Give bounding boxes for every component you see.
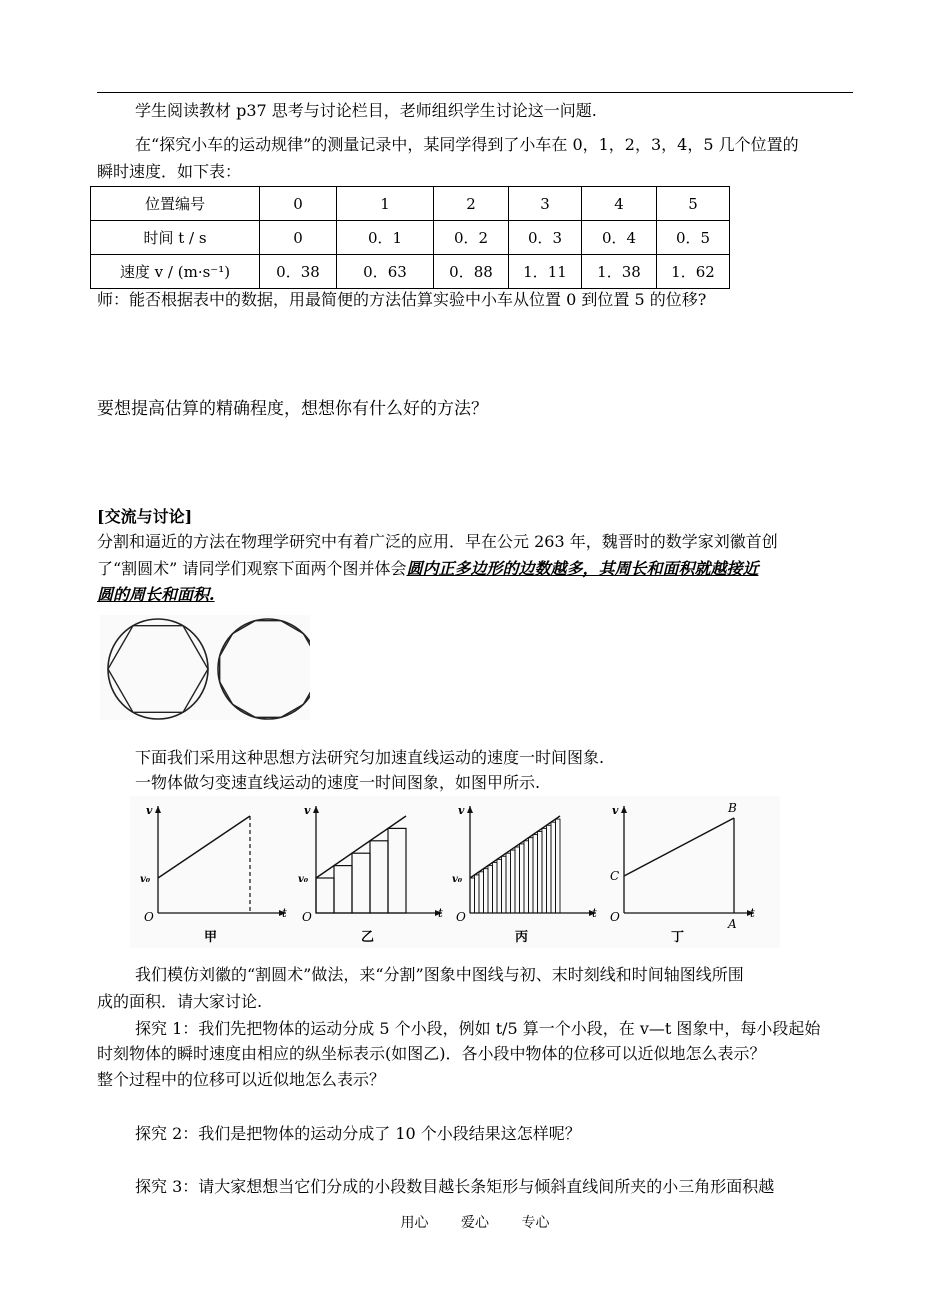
point-b-label: B xyxy=(728,801,737,815)
v0-label: v₀ xyxy=(140,874,151,885)
table-cell: 0 xyxy=(260,221,337,255)
table-cell: 位置编号 xyxy=(91,187,260,221)
probe-2: 探究 2：我们是把物体的运动分成了 10 个小段结果这怎样呢？ xyxy=(135,1124,581,1143)
table-cell: 0．88 xyxy=(434,255,509,289)
intro-line-1: 学生阅读教材 p37 思考与讨论栏目，老师组织学生讨论这一问题. xyxy=(135,101,597,120)
table-cell: 0．63 xyxy=(337,255,434,289)
question-2: 要想提高估算的精确程度，想想你有什么好的方法？ xyxy=(97,399,488,419)
point-c-label: C xyxy=(610,869,620,883)
vt-graphs-figure xyxy=(130,796,780,948)
v0-label: v₀ xyxy=(298,874,309,885)
method-line-1: 下面我们采用这种思想方法研究匀加速直线运动的速度一时间图象. xyxy=(135,748,605,767)
table-cell: 0．2 xyxy=(434,221,509,255)
probe-1-line-1: 探究 1：我们先把物体的运动分成 5 个小段，例如 t/5 算一个小段，在 v—t 图象中，每小段起始 xyxy=(135,1019,821,1038)
t-axis-label: t xyxy=(438,906,443,920)
table-cell: 1．62 xyxy=(657,255,730,289)
discussion-line-3: 圆的周长和面积. xyxy=(97,585,215,604)
discussion-line-2 xyxy=(97,557,857,581)
table-cell: 速度 v / (m·s⁻¹) xyxy=(91,255,260,289)
analysis-line-2: 成的面积．请大家讨论. xyxy=(97,992,263,1011)
probe-1-line-3: 整个过程中的位移可以近似地怎么表示？ xyxy=(97,1070,386,1089)
method-line-2: 一物体做匀变速直线运动的速度一时间图象，如图甲所示. xyxy=(135,773,541,792)
table-cell: 0 xyxy=(260,187,337,221)
circle-polygon-figure xyxy=(100,615,310,720)
discussion-heading: [交流与讨论] xyxy=(97,507,193,526)
table-cell: 1 xyxy=(337,187,434,221)
point-a-label: A xyxy=(728,917,737,931)
table-cell: 2 xyxy=(434,187,509,221)
figure-background xyxy=(100,615,310,720)
t-axis-label: t xyxy=(592,906,597,920)
table-cell: 4 xyxy=(582,187,657,221)
v0-label: v₀ xyxy=(452,874,463,885)
origin-label: O xyxy=(610,910,620,924)
table-cell: 3 xyxy=(509,187,582,221)
origin-label: O xyxy=(302,910,312,924)
header-rule xyxy=(97,92,853,93)
probe-1-line-2: 时刻物体的瞬时速度由相应的纵坐标表示(如图乙)．各小段中物体的位移可以近似地怎么表示？ xyxy=(97,1044,766,1063)
origin-label: O xyxy=(144,910,154,924)
table-cell: 1．11 xyxy=(509,255,582,289)
intro-line-3: 瞬时速度．如下表： xyxy=(97,162,242,181)
table-row xyxy=(91,255,730,289)
footer-word: 用心 xyxy=(400,1215,429,1231)
probe-3: 探究 3：请大家想想当它们分成的小段数目越长条矩形与倾斜直线间所夹的小三角形面积越 xyxy=(135,1177,775,1196)
table-cell: 0．4 xyxy=(582,221,657,255)
graph-caption: 丙 xyxy=(515,930,529,945)
table-cell: 5 xyxy=(657,187,730,221)
figure-background xyxy=(130,796,780,948)
table-cell: 0．1 xyxy=(337,221,434,255)
v-axis-label: v xyxy=(458,804,465,817)
footer-word: 爱心 xyxy=(461,1215,489,1231)
page-footer xyxy=(0,1212,950,1232)
analysis-line-1: 我们模仿刘徽的“割圆术”做法，来“分割”图象中图线与初、末时刻线和时间轴图线所围 xyxy=(135,965,744,984)
intro-line-2: 在“探究小车的运动规律”的测量记录中，某同学得到了小车在 0，1，2，3，4，5 几个位置的 xyxy=(135,135,799,154)
table-cell: 0．38 xyxy=(260,255,337,289)
graph-caption: 甲 xyxy=(204,930,218,945)
velocity-table xyxy=(90,186,730,289)
v-axis-label: v xyxy=(304,804,311,817)
t-axis-label: t xyxy=(750,906,755,920)
table-row xyxy=(91,187,730,221)
table-row xyxy=(91,221,730,255)
discussion-line-2-text: 了“割圆术” 请同学们观察下面两个图并体会 xyxy=(97,559,407,578)
table-cell: 1．38 xyxy=(582,255,657,289)
footer-word: 专心 xyxy=(521,1215,550,1231)
discussion-emphasis: 圆内正多边形的边数越多，其周长和面积就越接近 xyxy=(406,559,759,578)
table-cell: 0．3 xyxy=(509,221,582,255)
graph-caption: 乙 xyxy=(361,930,375,945)
origin-label: O xyxy=(456,910,466,924)
graph-caption: 丁 xyxy=(671,930,685,945)
question-1: 师：能否根据表中的数据，用最简便的方法估算实验中小车从位置 0 到位置 5 的位移? xyxy=(97,290,707,309)
v-axis-label: v xyxy=(612,804,619,817)
table-cell: 0．5 xyxy=(657,221,730,255)
t-axis-label: t xyxy=(282,906,287,920)
v-axis-label: v xyxy=(146,804,153,817)
table-cell: 时间 t / s xyxy=(91,221,260,255)
discussion-line-1: 分割和逼近的方法在物理学研究中有着广泛的应用．早在公元 263 年，魏晋时的数学家刘徽首创 xyxy=(97,532,778,551)
